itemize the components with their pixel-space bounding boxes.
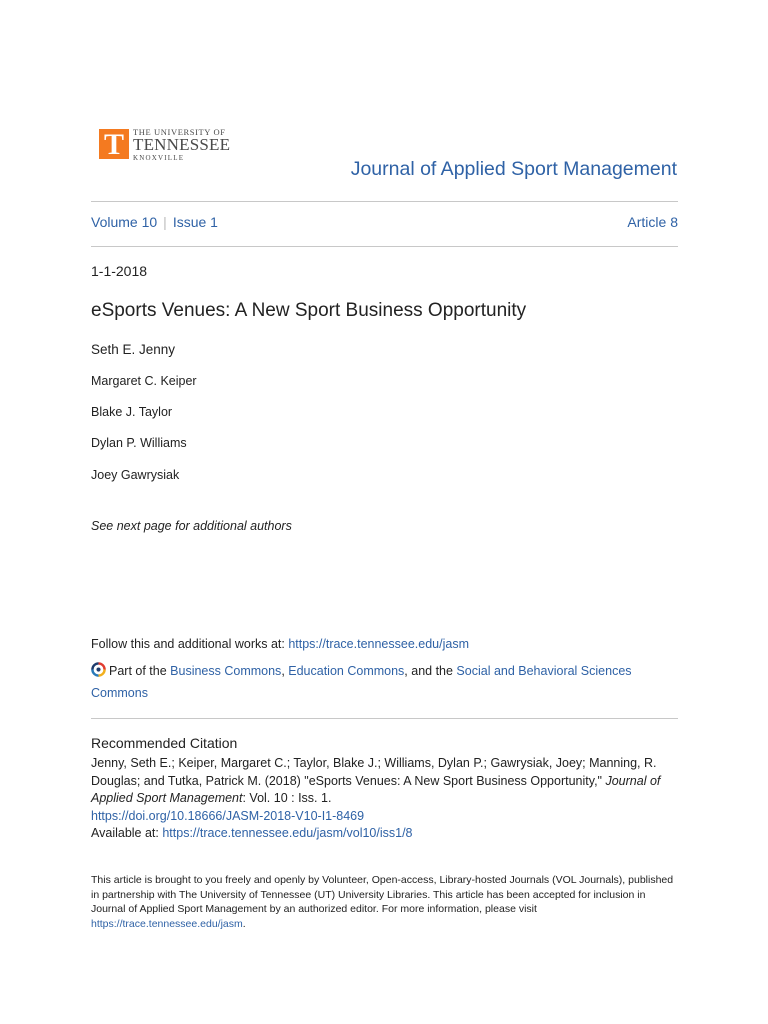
author-name: Blake J. Taylor bbox=[91, 405, 173, 419]
journal-site-link[interactable]: https://trace.tennessee.edu/jasm bbox=[91, 917, 243, 930]
part-of-and: , and the bbox=[404, 664, 457, 678]
part-of-prefix: Part of the bbox=[109, 664, 171, 678]
citation-text: Jenny, Seth E.; Keiper, Margaret C.; Taylor, Blake J.; Williams, Dylan P.; Gawrysiak, Joey; Manning, R. Douglas; and Tutka, Patrick M. (2018) "eSports Venues: A New Sport Business Opportunity," bbox=[91, 756, 657, 788]
author-name: Margaret C. Keiper bbox=[91, 374, 197, 388]
author-name: Dylan P. Williams bbox=[91, 436, 187, 450]
citation-block bbox=[91, 755, 678, 843]
business-commons-link[interactable]: Business Commons bbox=[170, 664, 282, 678]
doi-link[interactable]: https://doi.org/10.18666/JASM-2018-V10-I1-8469 bbox=[91, 808, 365, 823]
logo-text-line1: THE UNIVERSITY OF bbox=[133, 127, 226, 137]
author-name: Joey Gawrysiak bbox=[91, 468, 180, 482]
issue-separator: | bbox=[163, 214, 167, 230]
available-at-link[interactable]: https://trace.tennessee.edu/jasm/vol10/iss1/8 bbox=[162, 826, 413, 840]
available-at-label: Available at: bbox=[91, 826, 163, 840]
university-logo bbox=[99, 127, 235, 173]
part-of-line bbox=[91, 660, 678, 704]
citation-volume: : Vol. 10 : Iss. 1. bbox=[242, 791, 332, 805]
journal-title-link[interactable]: Journal of Applied Sport Management bbox=[350, 158, 677, 180]
issue-link[interactable]: Issue 1 bbox=[172, 214, 218, 230]
logo-text-line2: TENNESSEE bbox=[133, 135, 231, 154]
access-statement bbox=[91, 873, 678, 931]
author-name: Seth E. Jenny bbox=[91, 342, 176, 357]
follow-text: Follow this and additional works at: bbox=[91, 637, 289, 651]
publication-date: 1-1-2018 bbox=[91, 263, 148, 279]
digital-commons-icon bbox=[91, 662, 106, 677]
access-statement-text: This article is brought to you freely and openly by Volunteer, Open-access, Library-hosted Journals (VOL Journals), published in partnership with The University of Tennessee (UT) University Libraries. This article has been accepted for inclusion in Journal of Applied Sport Management by an authorized editor. For more information, please visit bbox=[91, 874, 674, 915]
article-title: eSports Venues: A New Sport Business Opportunity bbox=[91, 300, 527, 321]
logo-letter: T bbox=[103, 128, 124, 161]
follow-line bbox=[91, 637, 469, 651]
article-link[interactable]: Article 8 bbox=[627, 214, 678, 230]
see-next-note: See next page for additional authors bbox=[91, 519, 292, 533]
citation-journal: Journal of Applied Sport Management bbox=[91, 773, 661, 805]
education-commons-link[interactable]: Education Commons bbox=[288, 664, 405, 678]
logo-mark bbox=[99, 129, 129, 159]
social-behavioral-sciences-commons-link[interactable]: Social and Behavioral Sciences Commons bbox=[91, 664, 632, 700]
recommended-citation-heading: Recommended Citation bbox=[91, 735, 238, 751]
divider bbox=[91, 201, 678, 202]
volume-link[interactable]: Volume 10 bbox=[91, 214, 158, 230]
repository-link[interactable]: https://trace.tennessee.edu/jasm bbox=[288, 637, 469, 651]
access-statement-end: . bbox=[242, 917, 246, 930]
part-of-comma: , bbox=[281, 664, 289, 678]
divider bbox=[91, 718, 678, 719]
issue-row bbox=[91, 214, 678, 234]
logo-text-line3: KNOXVILLE bbox=[133, 154, 185, 162]
divider bbox=[91, 246, 678, 247]
